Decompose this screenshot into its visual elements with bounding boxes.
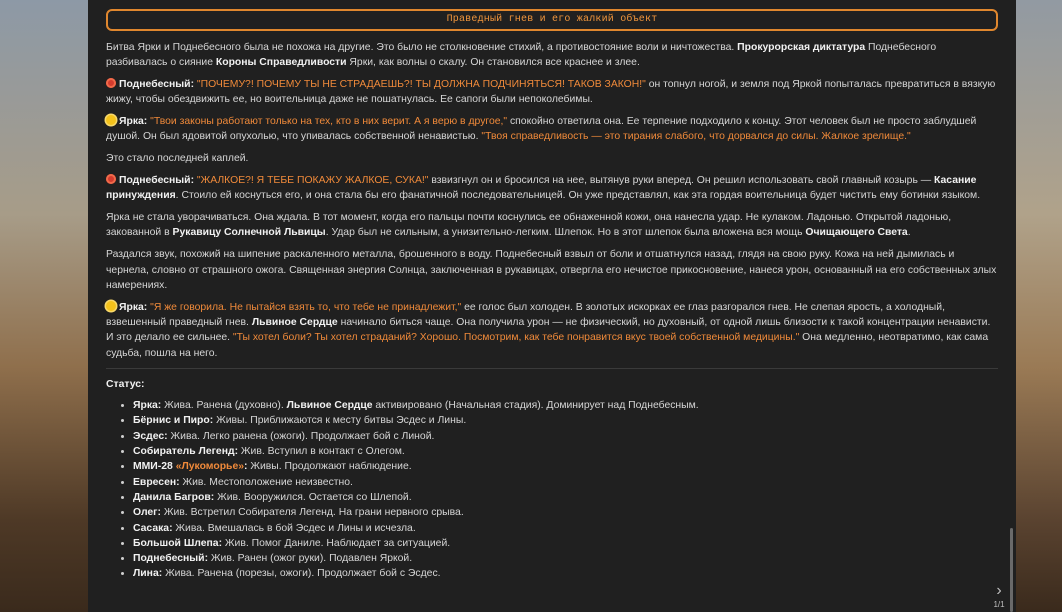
bold-text: Поднебесный: xyxy=(119,79,195,91)
story-paragraph xyxy=(106,77,998,108)
bold-text: Ярка: xyxy=(133,400,162,412)
bold-text: Данила Багров: xyxy=(133,491,215,503)
bold-text: Ярка: xyxy=(119,301,148,313)
bold-text: Поднебесный: xyxy=(119,175,195,187)
bold-text: Ярка: xyxy=(119,116,148,128)
status-item xyxy=(133,505,998,520)
sun-icon xyxy=(106,301,116,311)
story-paragraph xyxy=(106,247,998,293)
text-run: Ярка не стала уворачиваться. Она ждала. В тот момент, когда его пальцы почти коснулись ее обнаженной кожи, она нанесла удар. Не кулаком. Ладонью. Открытой ладонью, закованной в xyxy=(106,212,952,239)
story-paragraph xyxy=(106,300,998,361)
text-run: ее голос был холоден. В золотых искорках ее глаз разгорался гнев. Не слепая ярость, а холодный, взвешенный праведный гнев. xyxy=(106,301,945,328)
text-run: . xyxy=(907,227,911,239)
bold-text: Очищающего Света xyxy=(805,227,908,239)
bold-text: Лина: xyxy=(133,568,163,580)
bold-text: Олег: xyxy=(133,507,161,519)
dialogue-quote: "Твоя справедливость — это тирания слабого, что дорвался до силы. Жалкое зрелище." xyxy=(481,131,911,143)
bold-text: Львиное Сердце xyxy=(286,400,373,412)
bold-text: Большой Шлепа: xyxy=(133,537,223,549)
bold-text: Львиное Сердце xyxy=(251,316,338,328)
story-paragraph xyxy=(106,151,998,166)
text-run: Она медленно, неотвратимо, как сама судьба, пошла на него. xyxy=(106,332,989,359)
divider xyxy=(106,368,998,369)
story-paragraphs xyxy=(106,40,998,361)
status-item xyxy=(133,536,998,551)
dialogue-quote: "Твои законы работают только на тех, кто в них верит. А я верю в другое," xyxy=(150,116,508,128)
bold-text: Эсдес: xyxy=(133,430,168,442)
text-run: Жива. Ранена (духовно). xyxy=(161,400,287,412)
text-run: спокойно ответила она. Ее терпение подходило к концу. Этот человек был не просто заблудшей душой. Он был ядовитой опухолью, что упивалась собственной ненавистью. xyxy=(106,116,977,143)
bold-text: Прокурорская диктатура xyxy=(737,42,866,53)
sun-icon xyxy=(106,115,116,125)
status-item xyxy=(133,444,998,459)
bold-text: Собиратель Легенд: xyxy=(133,446,239,458)
background-right xyxy=(1016,0,1062,612)
text-run: . Удар был не сильным, а унизительно-легким. Шлепок. Но в этот шлепок была вложена вся мощь xyxy=(325,227,806,239)
chat-message-panel xyxy=(88,0,1016,612)
text-run: Жив. Помог Даниле. Наблюдает за ситуацией. xyxy=(222,537,451,549)
text-run: Жив. Местоположение неизвестно. xyxy=(179,476,353,488)
text-run: Это стало последней каплей. xyxy=(106,153,249,165)
text-run: Поднебесного разбивалась о сияние xyxy=(106,42,937,69)
story-paragraph xyxy=(106,114,998,145)
text-run: Раздался звук, похожий на шипение раскаленного металла, брошенного в воду. Поднебесный взвыл от боли и отшатнулся назад, глядя на свою руку. Кожа на ней дымилась и чернела, словно от страшного ожога. Священная энергия Солнца, заключенная в рукавицах, отвергла его нечистое прикосновение, нанеся урон, основанный на его собственных злых намерениях. xyxy=(106,249,997,291)
bold-text: Сасака: xyxy=(133,522,173,534)
text-run: Жив. Вооружился. Остается со Шлепой. xyxy=(214,491,412,503)
dialogue-quote: "ПОЧЕМУ?! ПОЧЕМУ ТЫ НЕ СТРАДАЕШЬ?! ТЫ ДОЛЖНА ПОДЧИНЯТЬСЯ! ТАКОВ ЗАКОН!" xyxy=(196,79,646,91)
bold-text: Рукавицу Солнечной Львицы xyxy=(172,227,326,239)
status-item xyxy=(133,459,998,474)
text-run: Живы. Приближаются к месту битвы Эсдес и Лины. xyxy=(213,415,467,427)
bold-text: Поднебесный: xyxy=(133,553,209,565)
text-run: . Стоило ей коснуться его, и она стала бы его фанатичной последовательницей. Он уже представлял, как эта гордая воительница будет чистить ему ботинки языком. xyxy=(175,190,981,202)
bold-text: Короны Справедливости xyxy=(215,57,347,69)
text-run: Живы. Продолжают наблюдение. xyxy=(247,461,412,473)
message-content xyxy=(88,0,1016,582)
bold-text: Евресен: xyxy=(133,476,180,488)
message-title-box xyxy=(106,9,998,31)
angry-face-icon xyxy=(106,174,116,184)
text-run: Битва Ярки и Поднебесного была не похожа на другие. Это было не столкновение стихий, а противостояние воли и ничтожества. xyxy=(106,42,738,53)
background-left xyxy=(0,0,88,612)
message-title: Праведный гнев и его жалкий объект xyxy=(446,14,658,26)
status-item xyxy=(133,490,998,505)
text-run: Жив. Вступил в контакт с Олегом. xyxy=(238,446,405,458)
dialogue-quote: "Ты хотел боли? Ты хотел страданий? Хорошо. Посмотрим, как тебе понравится вкус твоей собственной медицины." xyxy=(232,332,800,344)
text-run: активировано (Начальная стадия). Доминирует над Поднебесным. xyxy=(372,400,699,412)
text-run: начинало биться чаще. Она получила урон — не физический, но духовный, от одной лишь близости к такой концентрации ненависти. И это делало ее сильнее. xyxy=(106,316,991,344)
status-item xyxy=(133,429,998,444)
status-item xyxy=(133,398,998,413)
story-paragraph xyxy=(106,210,998,241)
status-heading: Статус: xyxy=(106,378,145,390)
text-run: Жива. Вмешалась в бой Эсдес и Лины и исчезла. xyxy=(172,522,416,534)
bold-text: : xyxy=(244,461,248,473)
story-paragraph xyxy=(106,173,998,204)
status-item xyxy=(133,475,998,490)
text-run: взвизгнул он и бросился на нее, вытянув руки вперед. Он решил использовать свой главный козырь — xyxy=(428,175,935,187)
text-run: Жив. Встретил Собирателя Легенд. На грани нервного срыва. xyxy=(160,507,464,519)
status-item xyxy=(133,413,998,428)
lukomorye-link[interactable]: «Лукоморье» xyxy=(175,461,244,473)
text-run: Жива. Ранена (порезы, ожоги). Продолжает бой с Эсдес. xyxy=(162,568,441,580)
status-list xyxy=(106,398,998,582)
text-run: он топнул ногой, и земля под Яркой попыталась превратиться в вязкую жижу, чтобы обездвижить ее, но воительница даже не пошатнулась. Ее сапоги были непоколебимы. xyxy=(106,79,996,106)
bold-text: Касание принуждения xyxy=(106,175,977,202)
angry-face-icon xyxy=(106,78,116,88)
bold-text: Бёрнис и Пиро: xyxy=(133,415,214,427)
text-run: Жива. Легко ранена (ожоги). Продолжает бой с Линой. xyxy=(167,430,435,442)
text-run: Жив. Ранен (ожог руки). Подавлен Яркой. xyxy=(208,553,413,565)
story-paragraph xyxy=(106,40,998,71)
dialogue-quote: "ЖАЛКОЕ?! Я ТЕБЕ ПОКАЖУ ЖАЛКОЕ, СУКА!" xyxy=(196,175,429,187)
pager xyxy=(987,584,1011,609)
bold-text: ММИ-28 xyxy=(133,461,176,473)
chevron-right-icon[interactable]: › xyxy=(996,582,1002,599)
status-item xyxy=(133,566,998,581)
status-item xyxy=(133,551,998,566)
status-item xyxy=(133,521,998,536)
dialogue-quote: "Я же говорила. Не пытайся взять то, что тебе не принадлежит," xyxy=(150,301,462,313)
page-counter: 1/1 xyxy=(993,600,1005,609)
text-run: Ярки, как волны о скалу. Он становился все краснее и злее. xyxy=(346,57,640,69)
